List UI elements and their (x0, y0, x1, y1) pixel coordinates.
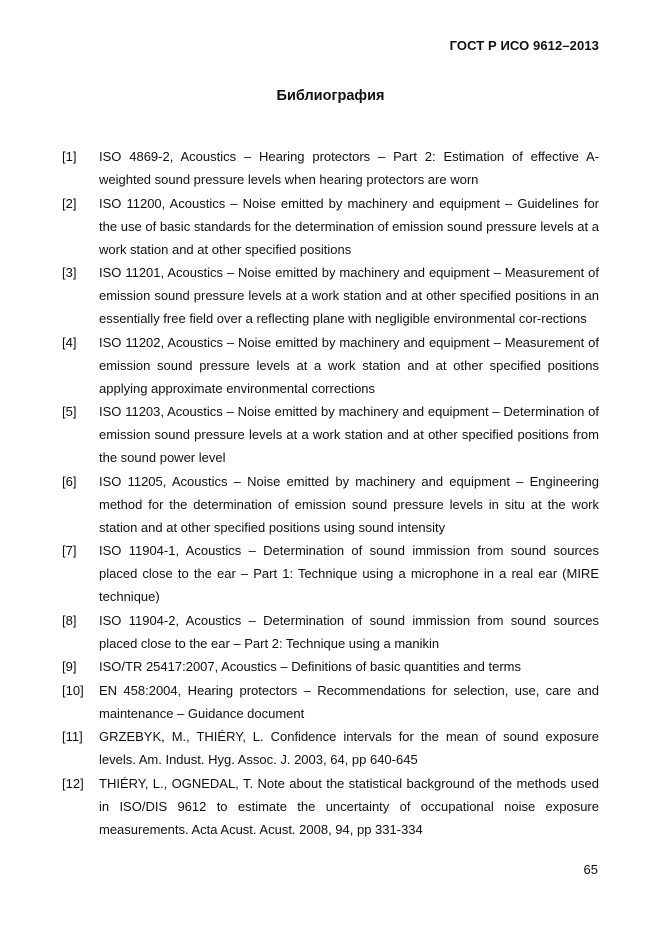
reference-text: ISO/TR 25417:2007, Acoustics – Definitions of basic quantities and terms (99, 659, 522, 674)
page-number: 65 (583, 862, 598, 877)
reference-item (62, 192, 599, 261)
reference-item (62, 679, 599, 725)
reference-number: [2] (62, 195, 77, 211)
reference-text: ISO 11203, Acoustics – Noise emitted by machinery and equipment – Determination of emission sound pressure levels at a work station and at other specified positions from the sound power level (99, 404, 599, 465)
reference-item (62, 470, 599, 539)
reference-number: [9] (62, 659, 77, 674)
reference-number: [5] (62, 404, 77, 419)
reference-text: GRZEBYK, M., THIÉRY, L. Confidence intervals for the mean of sound exposure levels. Am. Indust. Hyg. Assoc. J. 2003, 64, pp 640-645 (99, 729, 599, 767)
reference-number: [10] (62, 682, 84, 698)
reference-number: [12] (62, 775, 84, 791)
reference-text: ISO 11904-2, Acoustics – Determination of sound immission from sound sources placed close to the ear – Part 2: Technique using a manikin (99, 612, 599, 651)
reference-item (62, 609, 599, 655)
reference-number: [8] (62, 612, 77, 628)
reference-text: EN 458:2004, Hearing protectors – Recommendations for selection, use, care and maintenance – Guidance document (99, 682, 599, 721)
reference-item (62, 331, 599, 400)
reference-text: ISO 11904-1, Acoustics – Determination of sound immission from sound sources placed close to the ear – Part 1: Technique using a microphone in a real ear (MIRE technique) (99, 543, 599, 604)
reference-text: THIÉRY, L., OGNEDAL, T. Note about the statistical background of the methods used in ISO/DIS 9612 to estimate the uncertainty of occupational noise exposure measurements. Acta Acust. Acust. 2008, 94, pp 331-334 (99, 775, 599, 837)
reference-item (62, 772, 599, 841)
reference-item (62, 261, 599, 330)
reference-number: [3] (62, 265, 77, 280)
reference-number: [7] (62, 543, 77, 558)
reference-number: [6] (62, 473, 77, 489)
reference-item (62, 145, 599, 191)
reference-text: ISO 11201, Acoustics – Noise emitted by machinery and equipment – Measurement of emission sound pressure levels at a work station and at other specified positions in an essentially free field over a reflecting plane with negligible environmental cor-rections (99, 265, 599, 326)
page-title: Библиография (276, 88, 385, 104)
reference-text: ISO 11202, Acoustics – Noise emitted by machinery and equipment – Measurement of emission sound pressure levels at a work station and at other specified positions applying approximate environmental corrections (99, 334, 599, 396)
reference-number: [4] (62, 334, 77, 350)
reference-text: ISO 11200, Acoustics – Noise emitted by machinery and equipment – Guidelines for the use of basic standards for the determination of emission sound pressure levels at a work station and at other specified positions (99, 195, 599, 257)
reference-item (62, 725, 599, 771)
reference-item (62, 655, 599, 678)
reference-item (62, 539, 599, 608)
bibliography-list (62, 145, 599, 841)
reference-text: ISO 11205, Acoustics – Noise emitted by machinery and equipment – Engineering method for the determination of emission sound pressure levels in situ at the work station and at other specified positions using sound intensity (99, 473, 599, 535)
reference-item (62, 400, 599, 469)
reference-number: [1] (62, 149, 77, 164)
reference-number: [11] (62, 729, 83, 744)
document-header: ГОСТ Р ИСО 9612–2013 (449, 38, 599, 53)
reference-text: ISO 4869-2, Acoustics – Hearing protectors – Part 2: Estimation of effective A-weighted sound pressure levels when hearing protectors are worn (99, 149, 599, 187)
